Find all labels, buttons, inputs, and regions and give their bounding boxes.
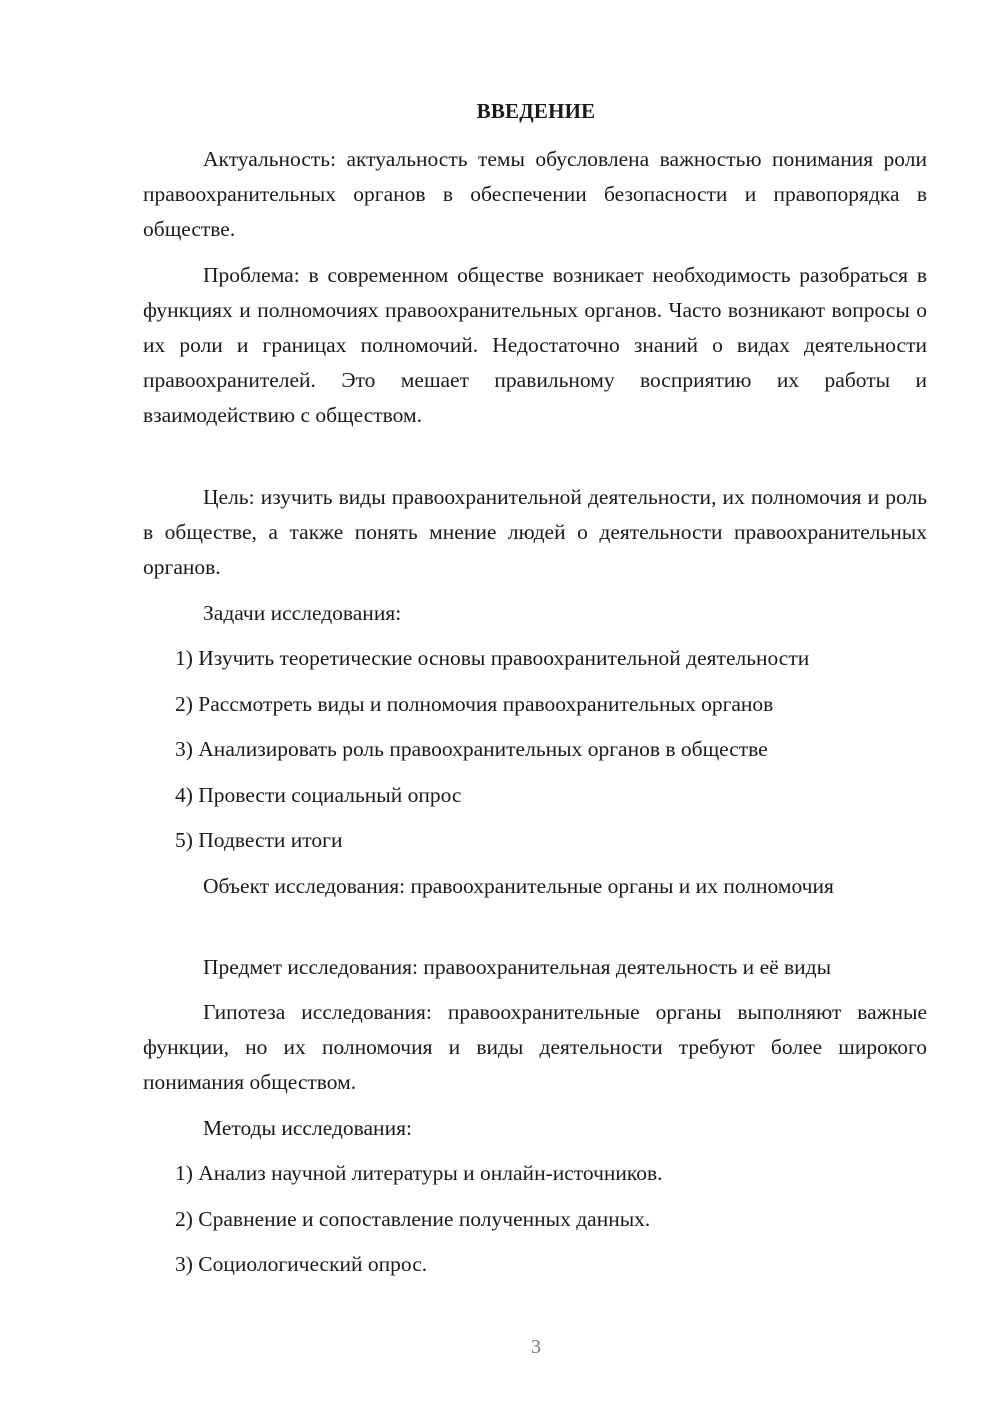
hypothesis-paragraph: Гипотеза исследования: правоохранительные органы выполняют важные функции, но их полномочия и виды деятельности требуют более широкого понимания обществом. xyxy=(143,1000,927,1094)
goal-paragraph: Цель: изучить виды правоохранительной деятельности, их полномочия и роль в обществе, а также понять мнение людей о деятельности правоохранительных органов. xyxy=(143,485,927,579)
method-item-1: 1) Анализ научной литературы и онлайн-источников. xyxy=(175,1161,663,1185)
relevance-paragraph: Актуальность: актуальность темы обусловлена важностью понимания роли правоохранительных органов в обеспечении безопасности и правопорядка в обществе. xyxy=(143,147,927,241)
object-paragraph: Объект исследования: правоохранительные органы и их полномочия xyxy=(203,874,834,898)
task-item-1: 1) Изучить теоретические основы правоохранительной деятельности xyxy=(175,646,810,670)
tasks-title: Задачи исследования: xyxy=(203,601,402,625)
methods-title: Методы исследования: xyxy=(203,1116,412,1140)
method-item-3: 3) Социологический опрос. xyxy=(175,1252,428,1276)
task-item-3: 3) Анализировать роль правоохранительных органов в обществе xyxy=(175,737,768,761)
page-number: 3 xyxy=(531,1336,541,1358)
section-heading: ВВЕДЕНИЕ xyxy=(476,99,596,123)
task-item-2: 2) Рассмотреть виды и полномочия правоохранительных органов xyxy=(175,692,774,716)
task-item-5: 5) Подвести итоги xyxy=(175,828,343,852)
method-item-2: 2) Сравнение и сопоставление полученных данных. xyxy=(175,1207,651,1231)
subject-paragraph: Предмет исследования: правоохранительная деятельность и её виды xyxy=(203,955,832,979)
problem-paragraph: Проблема: в современном обществе возникает необходимость разобраться в функциях и полномочиях правоохранительных органов. Часто возникают вопросы о их роли и границах полномочий. Недостаточно знаний о видах деятельности правоохранителей. Это мешает правильному восприятию их работы и взаимодействию с обществом. xyxy=(143,263,927,427)
task-item-4: 4) Провести социальный опрос xyxy=(175,783,462,807)
